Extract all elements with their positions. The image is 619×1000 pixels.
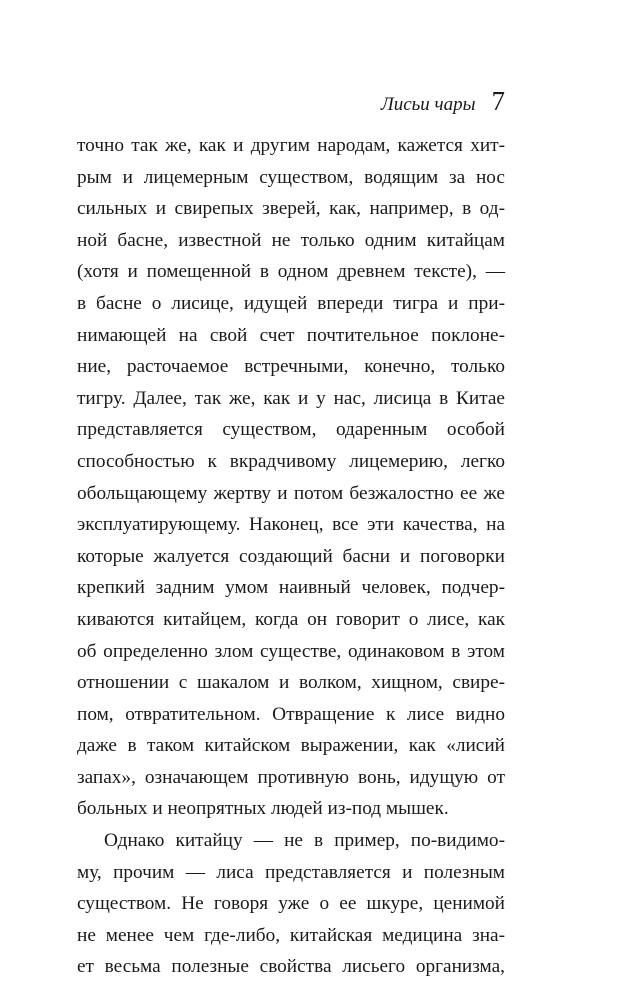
text-line: (хотя и помещенной в одном древнем тексте), — xyxy=(77,261,505,283)
body-text xyxy=(77,130,505,983)
running-head xyxy=(381,86,505,117)
text-line: точно так же, как и другим народам, кажется хит- xyxy=(77,135,505,156)
text-line: сильных и свирепых зверей, как, например, в од- xyxy=(77,198,505,220)
text-line: му, прочим — лиса представляется и полезным xyxy=(77,861,505,883)
text-line: рым и лицемерным существом, водящим за нос xyxy=(77,166,505,188)
text-line: обольщающему жертву и потом безжалостно ее же xyxy=(77,482,505,504)
text-line: киваются китайцем, когда он говорит о лисе, как xyxy=(77,608,505,630)
text-line: ной басне, известной не только одним китайцам xyxy=(77,229,505,251)
text-line: не менее чем где-либо, китайская медицина зна- xyxy=(77,924,505,946)
text-line: в басне о лисице, идущей впереди тигра и при- xyxy=(77,292,505,314)
text-line: ет весьма полезные свойства лисьего организма, xyxy=(77,956,505,978)
text-line: которые жалуется создающий басни и поговорки xyxy=(77,545,505,567)
paragraph-2 xyxy=(77,825,505,983)
text-line: об определенно злом существе, одинаковом в этом xyxy=(77,640,505,662)
text-line: представляется существом, одаренным особой xyxy=(77,419,505,441)
text-line: даже в таком китайском выражении, как «лисий xyxy=(77,735,505,757)
text-line: пом, отвратительном. Отвращение к лисе видно xyxy=(77,703,505,725)
paragraph-1 xyxy=(77,130,505,825)
text-line: отношении с шакалом и волком, хищном, свире- xyxy=(77,672,505,694)
text-line: нимающей на свой счет почтительное поклоне- xyxy=(77,324,505,346)
page-number: 7 xyxy=(491,86,505,116)
text-line: способностью к вкрадчивому лицемерию, легко xyxy=(77,450,505,472)
text-line: ние, расточаемое встречными, конечно, только xyxy=(77,356,505,378)
text-line: запах», означающем противную вонь, идущую от xyxy=(77,766,505,788)
text-line: существом. Не говоря уже о ее шкуре, ценимой xyxy=(77,893,505,915)
running-title: Лисьи чары xyxy=(380,94,476,115)
text-line: эксплуатирующему. Наконец, все эти качества, на xyxy=(77,514,505,536)
text-line: Однако китайцу — не в пример, по-видимо- xyxy=(104,830,505,852)
text-line: тигру. Далее, так же, как и у нас, лисица в Китае xyxy=(77,387,505,409)
text-line: больных и неопрятных людей из-под мышек. xyxy=(77,798,449,820)
text-line: крепкий задним умом наивный человек, подчер- xyxy=(77,577,505,599)
